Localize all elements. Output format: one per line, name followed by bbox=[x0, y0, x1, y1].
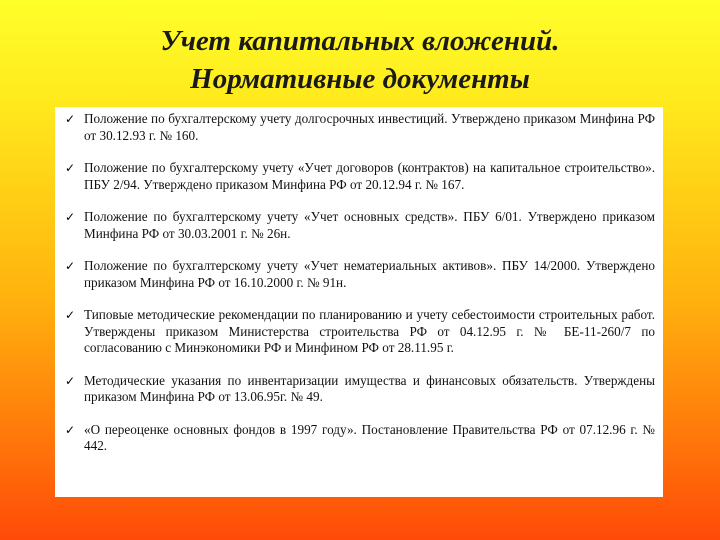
check-mark-icon: ✓ bbox=[65, 373, 76, 388]
check-mark-icon: ✓ bbox=[65, 112, 76, 126]
document-text: «О переоценке основных фондов в 1997 году». Постановление Правительства РФ от 07.12.96 г. № 442. bbox=[84, 421, 655, 453]
slide-title-line-1: Учет капитальных вложений. bbox=[160, 25, 560, 57]
list-item bbox=[65, 307, 655, 357]
document-text: Типовые методические рекомендации по планированию и учету себестоимости строительных работ. Утверждены приказом Министерства строительства РФ от 04.12.95 г. № БЕ-11-260/7 по согласованию с Минэкономики РФ и Минфином РФ от 28.11.95 г. bbox=[84, 307, 655, 355]
slide-title bbox=[0, 22, 720, 98]
document-text: Положение по бухгалтерскому учету долгосрочных инвестиций. Утверждено приказом Минфина РФ от 30.12.93 г. № 160. bbox=[84, 111, 655, 143]
check-mark-icon: ✓ bbox=[65, 422, 76, 437]
document-text: Положение по бухгалтерскому учету «Учет нематериальных активов». ПБУ 14/2000. Утверждено приказом Минфина РФ от 16.10.2000 г. № 91н. bbox=[84, 258, 655, 290]
document-text: Методические указания по инвентаризации имущества и финансовых обязательств. Утверждены приказом Минфина РФ от 13.06.95г. № 49. bbox=[84, 372, 655, 404]
documents-panel bbox=[55, 107, 663, 497]
check-mark-icon: ✓ bbox=[65, 308, 76, 322]
list-item bbox=[65, 258, 655, 291]
document-text: Положение по бухгалтерскому учету «Учет основных средств». ПБУ 6/01. Утверждено приказом Минфина РФ от 30.03.2001 г. № 26н. bbox=[84, 209, 655, 241]
list-item bbox=[65, 373, 655, 406]
document-text: Положение по бухгалтерскому учету «Учет договоров (контрактов) на капитальное строительство». ПБУ 2/94. Утверждено приказом Минфина РФ от 20.12.94 г. № 167. bbox=[84, 160, 655, 192]
list-item bbox=[65, 209, 655, 242]
list-item bbox=[65, 422, 655, 455]
list-item bbox=[65, 160, 655, 193]
check-mark-icon: ✓ bbox=[65, 210, 76, 224]
check-mark-icon: ✓ bbox=[65, 161, 76, 175]
list-item bbox=[65, 111, 655, 144]
check-mark-icon: ✓ bbox=[65, 259, 76, 273]
slide-title-line-2: Нормативные документы bbox=[190, 63, 530, 95]
documents-list bbox=[65, 111, 655, 455]
